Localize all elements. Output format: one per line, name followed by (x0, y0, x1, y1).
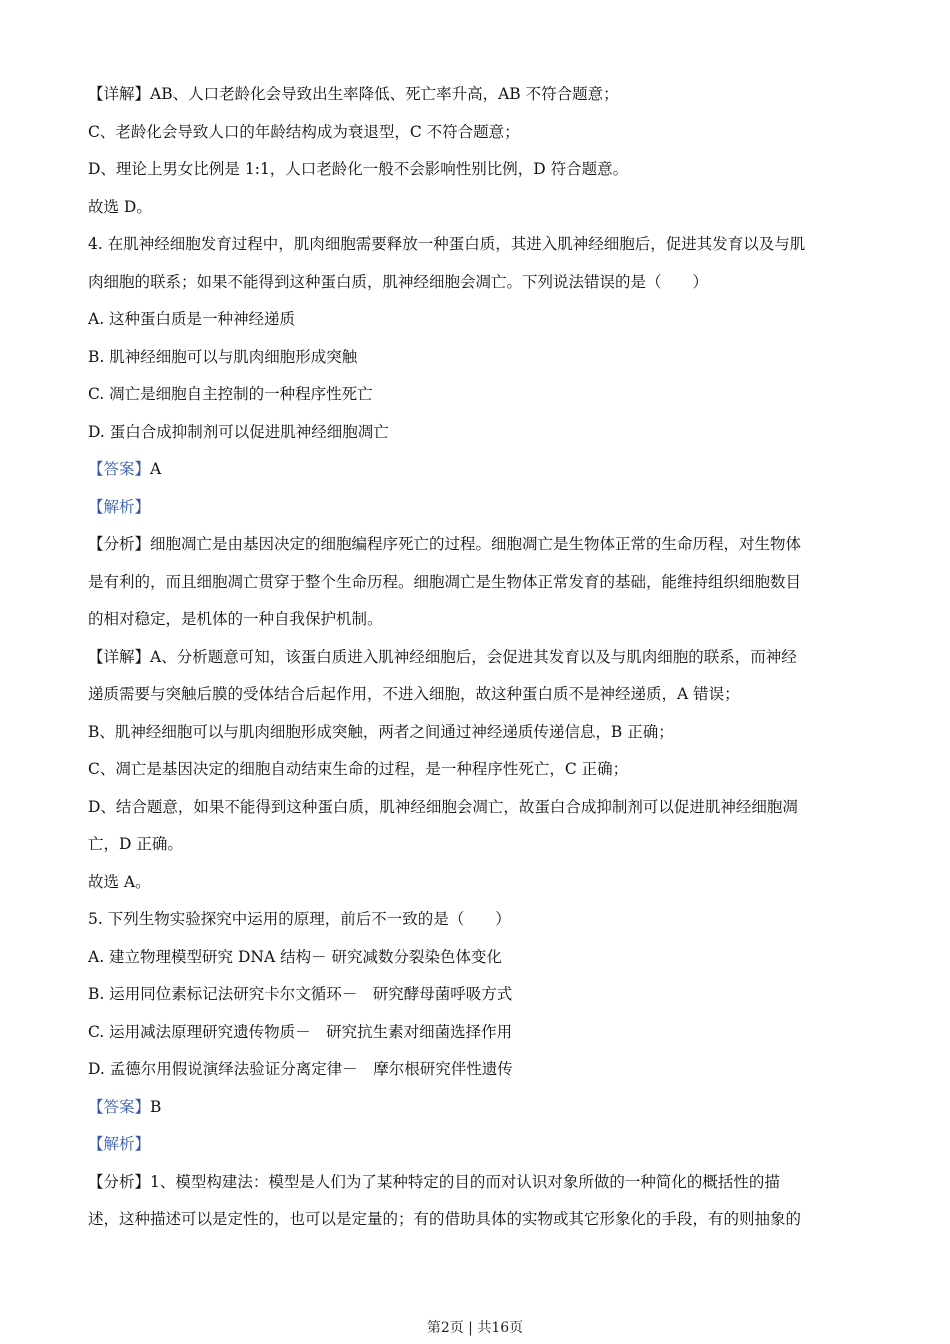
line-text: D. 蛋白合成抑制剂可以促进肌神经细胞凋亡 (88, 422, 389, 441)
text-line (88, 1126, 868, 1164)
line-text: A (150, 460, 162, 478)
section-tag: 【答案】 (88, 460, 151, 478)
page-content (88, 76, 868, 1239)
line-text: 亡，D 正确。 (88, 835, 183, 853)
line-text: 故选 D。 (88, 197, 152, 216)
line-text: B. 运用同位素标记法研究卡尔文循环－ 研究酵母菌呼吸方式 (88, 985, 513, 1003)
line-text: A. 建立物理模型研究 DNA 结构－ 研究减数分裂染色体变化 (88, 947, 503, 966)
line-text: 1、模型构建法：模型是人们为了某种特定的目的而对认识对象所做的一种简化的概括性的描 (150, 1172, 780, 1191)
line-text: 肉细胞的联系；如果不能得到这种蛋白质，肌神经细胞会凋亡。下列说法错误的是（ ） (88, 272, 709, 291)
text-line (88, 751, 868, 789)
text-line (88, 151, 868, 189)
text-line (88, 489, 868, 527)
line-text: C. 凋亡是细胞自主控制的一种程序性死亡 (88, 385, 373, 403)
text-line (88, 564, 868, 602)
line-text: B. 肌神经细胞可以与肌肉细胞形成突触 (88, 347, 358, 366)
text-line (88, 226, 868, 264)
section-tag: 【解析】 (88, 497, 151, 516)
text-line (88, 301, 868, 339)
text-line (88, 451, 868, 489)
line-text: D、理论上男女比例是 1:1，人口老龄化一般不会影响性别比例，D 符合题意。 (88, 160, 629, 178)
text-line (88, 676, 868, 714)
line-text: B (150, 1097, 162, 1116)
text-line (88, 601, 868, 639)
section-tag: 【详解】 (88, 85, 151, 103)
line-text: AB、人口老龄化会导致出生率降低、死亡率升高，AB 不符合题意； (150, 85, 619, 103)
line-text: 的相对稳定，是机体的一种自我保护机制。 (88, 610, 383, 628)
text-line (88, 939, 868, 977)
text-line (88, 714, 868, 752)
line-text: C. 运用减法原理研究遗传物质－ 研究抗生素对细菌选择作用 (88, 1022, 513, 1041)
section-tag: 【分析】 (88, 535, 151, 553)
line-text: 细胞凋亡是由基因决定的细胞编程序死亡的过程。细胞凋亡是生物体正常的生命历程，对生物体 (150, 535, 802, 553)
page-footer: 第2页 | 共16页 (426, 1320, 524, 1336)
text-line (88, 114, 868, 152)
text-line (88, 414, 868, 452)
text-line (88, 1089, 868, 1127)
text-line (88, 1201, 868, 1239)
text-line (88, 1164, 868, 1202)
text-line (88, 864, 868, 902)
text-line (88, 639, 868, 677)
line-text: 述，这种描述可以是定性的，也可以是定量的；有的借助具体的实物或其它形象化的手段，有的则抽象的 (88, 1210, 802, 1228)
line-text: D. 孟德尔用假说演绎法验证分离定律－ 摩尔根研究伴性遗传 (88, 1060, 513, 1078)
text-line (88, 189, 868, 227)
section-tag: 【详解】 (88, 647, 151, 666)
line-text: 是有利的，而且细胞凋亡贯穿于整个生命历程。细胞凋亡是生物体正常发育的基础，能维持组织细胞数目 (88, 572, 802, 591)
line-text: C、老龄化会导致人口的年龄结构成为衰退型，C 不符合题意； (88, 122, 520, 141)
line-text: 5. 下列生物实验探究中运用的原理，前后不一致的是（ ） (88, 910, 511, 928)
section-tag: 【解析】 (88, 1135, 151, 1153)
text-line (88, 376, 868, 414)
line-text: A. 这种蛋白质是一种神经递质 (88, 310, 296, 328)
text-line (88, 76, 868, 114)
section-tag: 【分析】 (88, 1172, 151, 1191)
text-line (88, 526, 868, 564)
text-line (88, 789, 868, 827)
text-line (88, 264, 868, 302)
text-line (88, 976, 868, 1014)
text-line (88, 826, 868, 864)
line-text: A、分析题意可知，该蛋白质进入肌神经细胞后，会促进其发育以及与肌肉细胞的联系，而神经 (150, 647, 797, 666)
text-line (88, 901, 868, 939)
line-text: 4. 在肌神经细胞发育过程中，肌肉细胞需要释放一种蛋白质，其进入肌神经细胞后，促进其发育以及与肌 (88, 235, 806, 253)
line-text: B、肌神经细胞可以与肌肉细胞形成突触，两者之间通过神经递质传递信息，B 正确； (88, 722, 674, 741)
line-text: 故选 A。 (88, 872, 151, 891)
line-text: C、凋亡是基因决定的细胞自动结束生命的过程，是一种程序性死亡，C 正确； (88, 760, 629, 778)
line-text: D、结合题意，如果不能得到这种蛋白质，肌神经细胞会凋亡，故蛋白合成抑制剂可以促进肌神经细胞凋 (88, 797, 798, 816)
text-line (88, 1014, 868, 1052)
text-line (88, 339, 868, 377)
text-line (88, 1051, 868, 1089)
line-text: 递质需要与突触后膜的受体结合后起作用，不进入细胞，故这种蛋白质不是神经递质，A 错误； (88, 685, 740, 703)
section-tag: 【答案】 (88, 1097, 151, 1116)
